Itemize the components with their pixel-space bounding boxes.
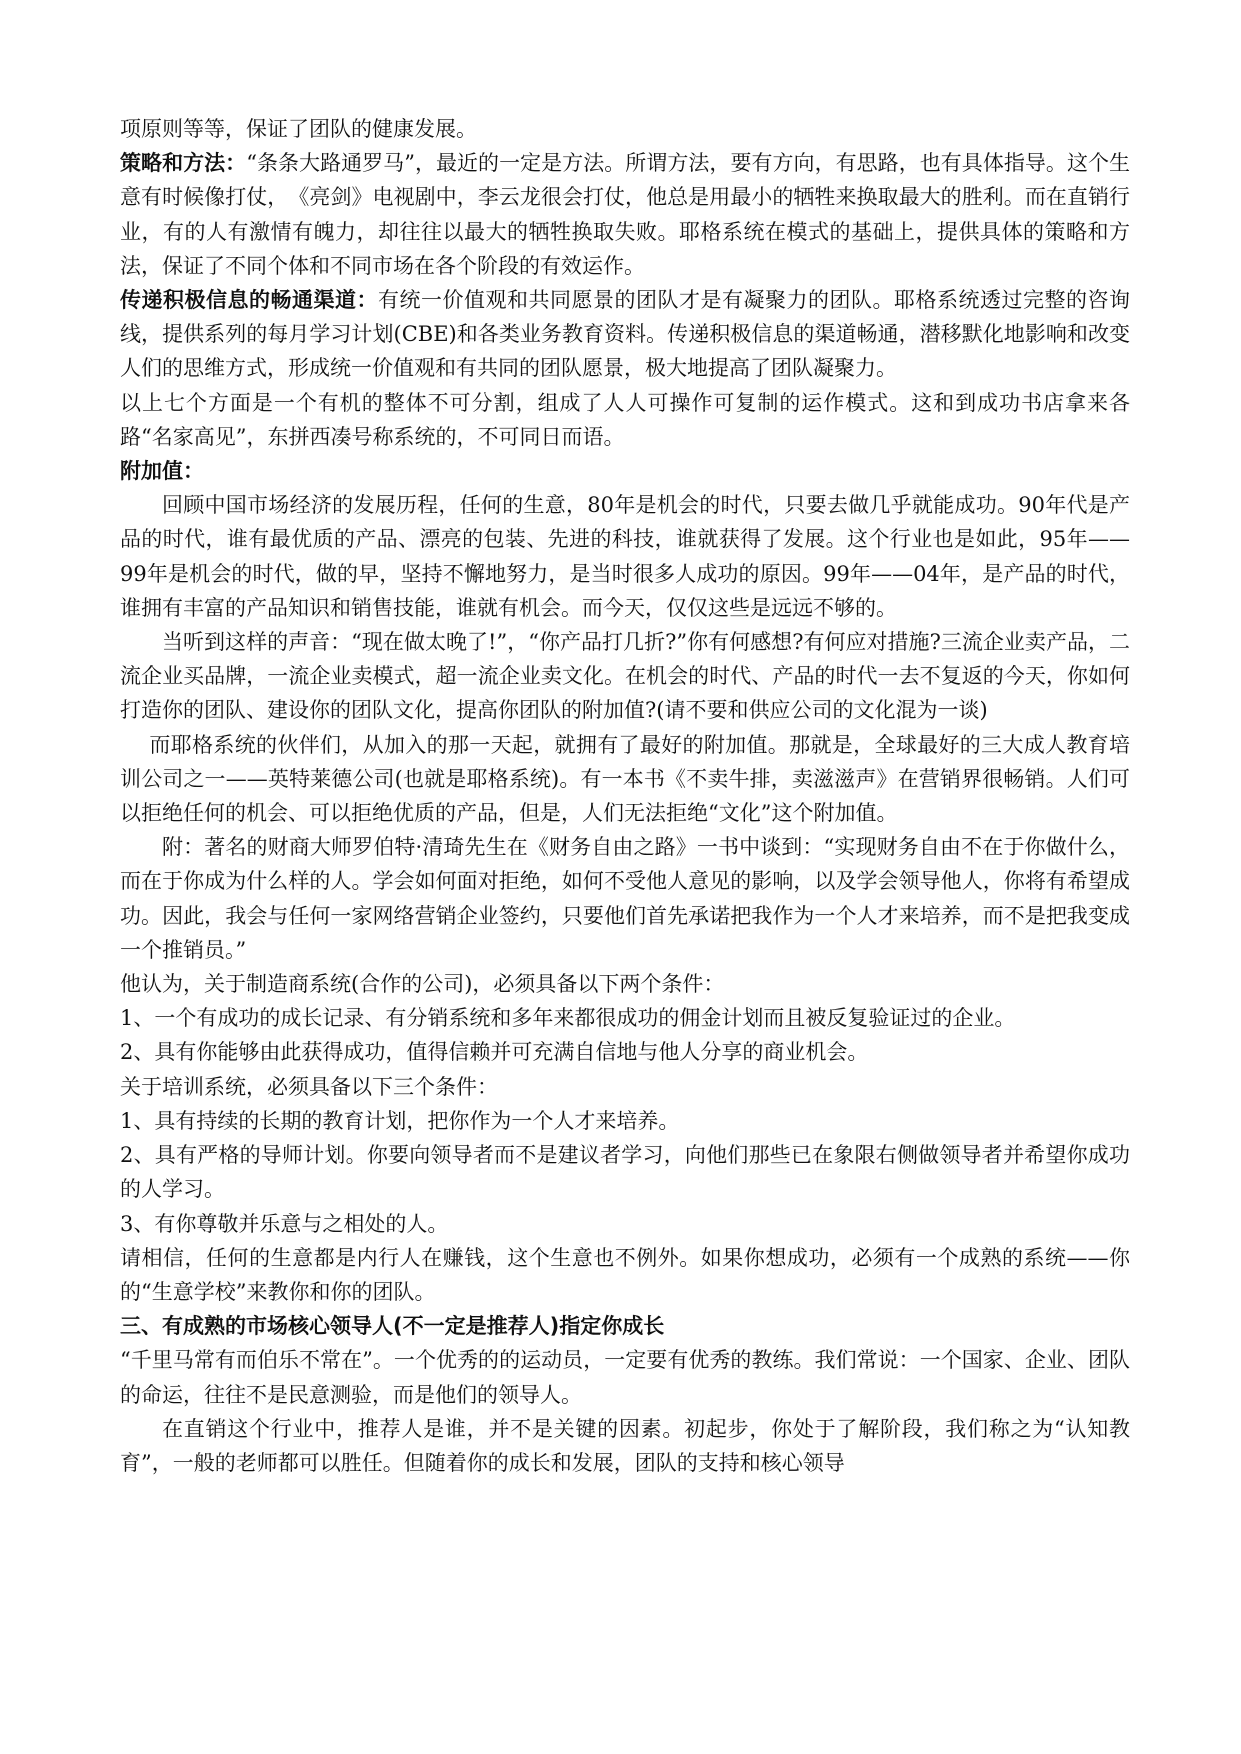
paragraph-strategy [120,146,1130,283]
list-item: 2、具有严格的导师计划。你要向领导者而不是建议者学习，向他们那些已在象限右侧做领导者并希望你成功的人学习。 [120,1143,1130,1202]
paragraph: “千里马常有而伯乐不常在”。一个优秀的的运动员，一定要有优秀的教练。我们常说：一个国家、企业、团队的命运，往往不是民意测验，而是他们的领导人。 [120,1348,1130,1407]
paragraph: 在直销这个行业中，推荐人是谁，并不是关键的因素。初起步，你处于了解阶段，我们称之为“认知教育”，一般的老师都可以胜任。但随着你的成长和发展，团队的支持和核心领导 [120,1416,1130,1475]
paragraph: 回顾中国市场经济的发展历程，任何的生意，80年是机会的时代，只要去做几乎就能成功。90年代是产品的时代，谁有最优质的产品、漂亮的包装、先进的科技，谁就获得了发展。这个行业也是如此，95年——99年是机会的时代，做的早，坚持不懈地努力，是当时很多人成功的原因。99年——04年，是产品的时代，谁拥有丰富的产品知识和销售技能，谁就有机会。而今天，仅仅这些是远远不够的。 [120,493,1130,620]
section-heading: 三、有成熟的市场核心领导人(不一定是推荐人)指定你成长 [120,1314,665,1339]
paragraph: 请相信，任何的生意都是内行人在赚钱，这个生意也不例外。如果你想成功，必须有一个成熟的系统——你的“生意学校”来教你和你的团队。 [120,1245,1130,1304]
paragraph-channel [120,283,1130,386]
paragraph-lead: 传递积极信息的畅通渠道： [120,288,378,313]
section-label-added-value: 附加值： [120,459,204,484]
list-item: 2、具有你能够由此获得成功，值得信赖并可充满自信地与他人分享的商业机会。 [120,1040,869,1065]
list-item: 3、有你尊敬并乐意与之相处的人。 [120,1211,449,1236]
paragraph-text: “条条大路通罗马”，最近的一定是方法。所谓方法，要有方向，有思路，也有具体指导。这个生意有时候像打仗， 《亮剑》电视剧中，李云龙很会打仗，他总是用最小的牺牲来换取最大的胜利。而在直销行业，有的人有激情有魄力，却往往以最大的牺牲换取失败。耶格系统在模式的基础上，提供具体的策略和方法，保证了不同个体和不同市场在各个阶段的有效运作。 [120,151,1131,278]
paragraph: 附：著名的财商大师罗伯特·清琦先生在《财务自由之路》一书中谈到：“实现财务自由不在于你做什么，而在于你成为什么样的人。学会如何面对拒绝，如何不受他人意见的影响，以及学会领导他人，你将有希望成功。因此，我会与任何一家网络营销企业签约，只要他们首先承诺把我作为一个人才来培养，而不是把我变成一个推销员。” [120,835,1130,962]
paragraph-lead: 策略和方法： [120,151,247,176]
list-item: 1、具有持续的长期的教育计划，把你作为一个人才来培养。 [120,1108,680,1133]
paragraph: 而耶格系统的伙伴们，从加入的那一天起，就拥有了最好的附加值。那就是，全球最好的三大成人教育培训公司之一——英特莱德公司(也就是耶格系统)。有一本书《不卖牛排，卖滋滋声》在营销界很畅销。人们可以拒绝任何的机会、可以拒绝优质的产品，但是，人们无法拒绝“文化”这个附加值。 [120,732,1130,826]
list-item: 1、一个有成功的成长记录、有分销系统和多年来都很成功的佣金计划而且被反复验证过的企业。 [120,1006,1016,1031]
paragraph-text: 有统一价值观和共同愿景的团队才是有凝聚力的团队。耶格系统透过完整的咨询线，提供系列的每月学习计划(CBE)和各类业务教育资料。传递积极信息的渠道畅通，潜移默化地影响和改变人们的思维方式，形成统一价值观和有共同的团队愿景，极大地提高了团队凝聚力。 [120,288,1130,381]
paragraph: 关于培训系统，必须具备以下三个条件： [120,1074,498,1099]
paragraph: 以上七个方面是一个有机的整体不可分割，组成了人人可操作可复制的运作模式。这和到成功书店拿来各路“名家高见”，东拼西凑号称系统的，不可同日而语。 [120,390,1130,449]
paragraph: 他认为，关于制造商系统(合作的公司)，必须具备以下两个条件： [120,972,725,997]
paragraph: 当听到这样的声音：“现在做太晚了!”，“你产品打几折?”你有何感想?有何应对措施?三流企业卖产品，二流企业买品牌，一流企业卖模式，超一流企业卖文化。在机会的时代、产品的时代一去不复返的今天，你如何打造你的团队、建设你的团队文化，提高你团队的附加值?(请不要和供应公司的文化混为一谈) [120,630,1130,723]
paragraph: 项原则等等，保证了团队的健康发展。 [120,117,477,141]
document-page [120,112,1130,1480]
